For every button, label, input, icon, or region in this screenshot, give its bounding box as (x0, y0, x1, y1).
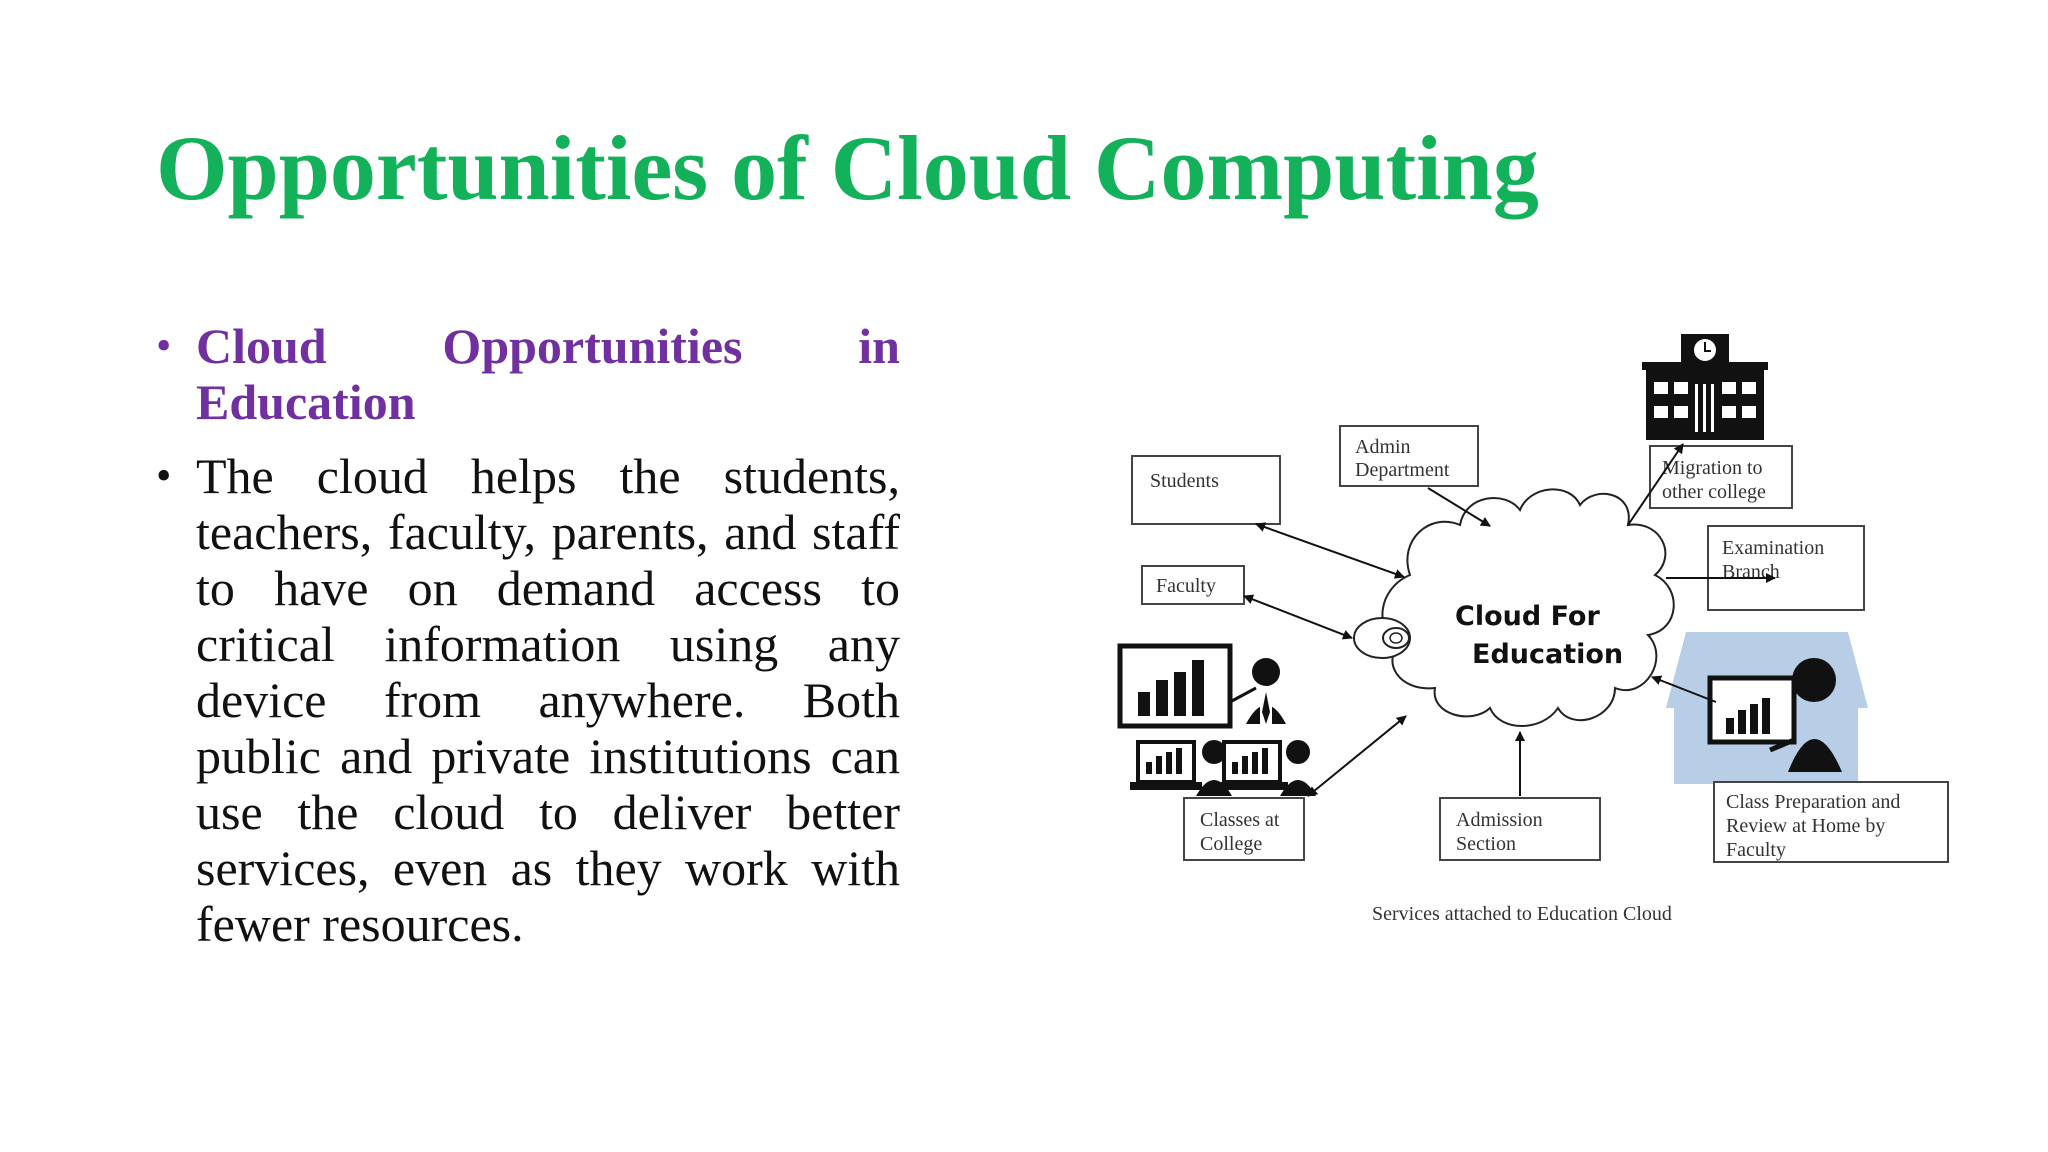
examination-label-line1: Examination (1722, 537, 1825, 559)
education-cloud-diagram (1080, 320, 1960, 940)
bullet-list (156, 318, 900, 952)
cloud-label-line2: Education (1472, 639, 1624, 670)
faculty-label: Faculty (1156, 575, 1216, 597)
classroom-icon (1120, 646, 1316, 796)
bullet-body (156, 448, 900, 952)
class-prep-label-line2: Review at Home by (1726, 815, 1886, 837)
bullet-body-text: The cloud helps the students, teachers, faculty, parents, and staff to have on demand access to critical information using any device from anywhere. Both public and private institutions can use the cloud to deliver better services, even as they work with fewer resources. (196, 448, 900, 952)
cloud-label-line1: Cloud For (1455, 601, 1600, 632)
classes-label-line2: College (1200, 833, 1263, 855)
class-prep-label-line1: Class Preparation and (1726, 791, 1901, 813)
home-faculty-icon (1666, 632, 1868, 784)
classes-label-line1: Classes at (1200, 809, 1280, 831)
migration-label-line1: Migration to (1662, 457, 1763, 479)
admission-label-line1: Admission (1456, 809, 1543, 831)
admin-label-line1: Admin (1355, 436, 1411, 458)
examination-label-line2: Branch (1722, 561, 1780, 583)
bullet-heading (156, 318, 900, 430)
bullet-heading-text: Cloud Opportunities in Education (196, 318, 900, 430)
slide-title: Opportunities of Cloud Computing (156, 117, 1539, 219)
migration-label-line2: other college (1662, 481, 1766, 503)
bullet-marker: • (156, 451, 172, 500)
class-prep-label-line3: Faculty (1726, 839, 1786, 861)
college-building-icon (1642, 334, 1768, 440)
bullet-marker: • (156, 321, 172, 370)
students-label: Students (1150, 470, 1219, 492)
diagram-caption: Services attached to Education Cloud (1372, 903, 1672, 925)
admission-label-line2: Section (1456, 833, 1516, 855)
admin-label-line2: Department (1355, 459, 1450, 481)
